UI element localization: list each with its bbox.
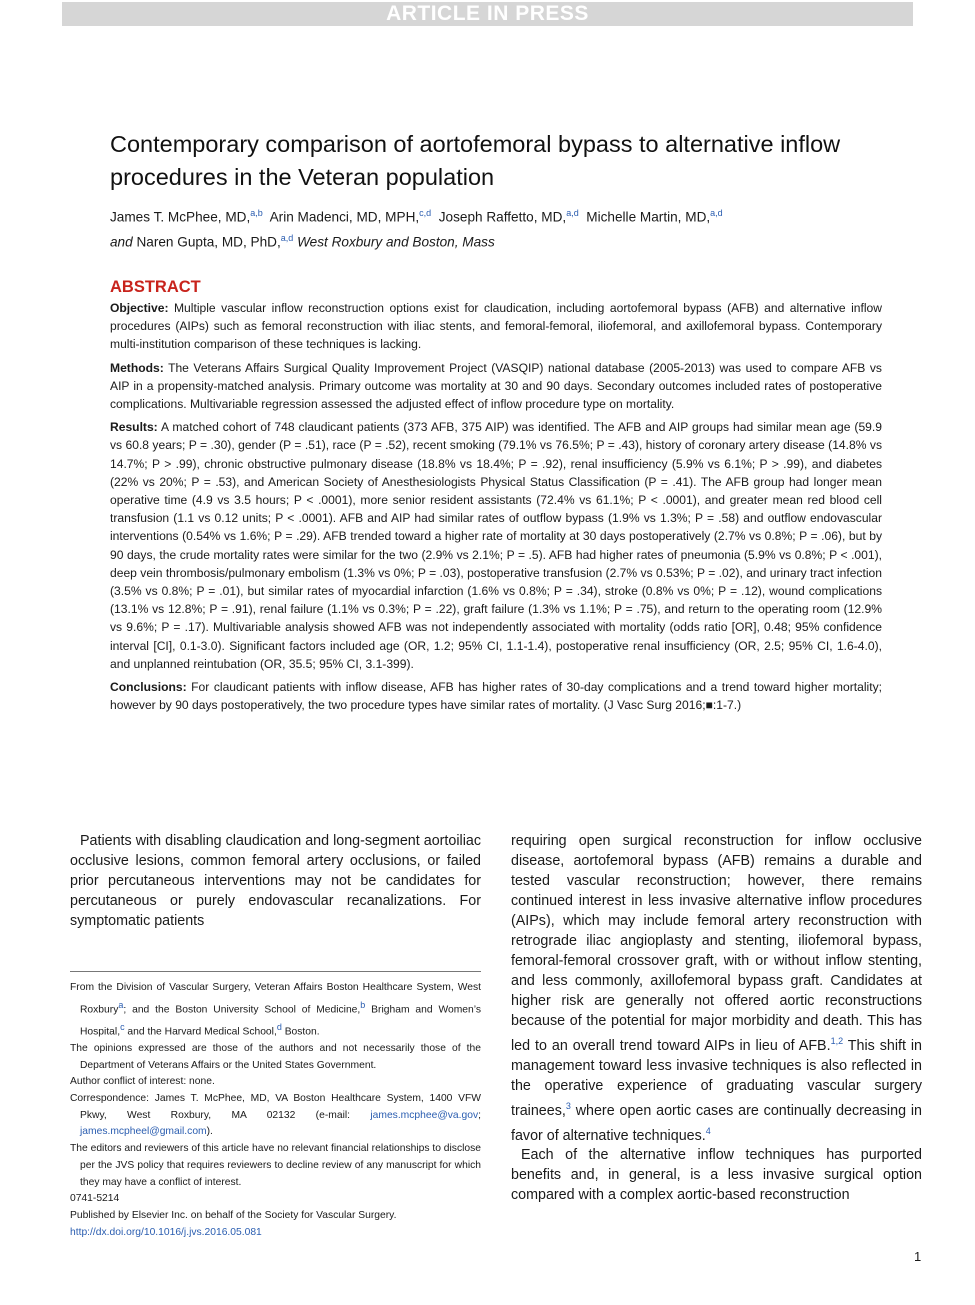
- author-name: James T. McPhee, MD,: [110, 209, 251, 225]
- author-name: Naren Gupta, MD, PhD,: [136, 234, 281, 250]
- footnote-correspondence: Correspondence: James T. McPhee, MD, VA Boston Healthcare System, 1400 VFW Pkwy, West Roxbury, MA 02132 (e-mail: james.mcphee@va.gov; james.mcpheel@gmail.com).: [70, 1093, 481, 1138]
- section-label: Results:: [110, 420, 158, 435]
- email-link[interactable]: james.mcphee@va.gov: [370, 1109, 479, 1121]
- affiliation-ref[interactable]: a,d: [710, 208, 723, 218]
- body-paragraph: Each of the alternative inflow techniques has purported benefits and, in general, is a less invasive surgical option compared with a complex aortic-based reconstruction: [511, 1147, 922, 1204]
- article-title: Contemporary comparison of aortofemoral bypass to alternative inflow procedures in the Veteran population: [110, 131, 841, 190]
- section-label: Objective:: [110, 301, 169, 315]
- affiliation-ref[interactable]: a,d: [280, 232, 294, 243]
- body-paragraph: requiring open surgical reconstruction for inflow occlusive disease, aortofemoral bypass (AFB) remains a durable and tested vascular reconstruction; however, there remains continued interest in less invasive alternative inflow procedures (AIPs), which may include femoral artery reconstruction with retrograde iliac angioplasty and stenting, iliofemoral bypass, femoral-femoral crossover graft, with or without inflow stenting, and less commonly, axillofemoral bypass graft. Candidates at higher risk are generally not offered aortic reconstructions because of the potential for major morbidity and death. This has led to an overall trend toward AIPs in lieu of AFB.$^{1,2}$ This shift in management toward less invasive techniques is also reflected in the operative experience of graduating vascular surgery trainees,$^3$ where open aortic cases are continually decreasing in favor of alternative techniques.$^4$: [511, 833, 922, 1144]
- footnote-publisher: Published by Elsevier Inc. on behalf of the Society for Vascular Surgery.: [70, 1209, 397, 1221]
- citation-ref[interactable]: 1,2: [830, 1036, 844, 1046]
- author-list: [110, 203, 890, 252]
- email-link[interactable]: james.mcpheel@gmail.com: [80, 1126, 207, 1138]
- citation-ref[interactable]: 3: [565, 1100, 571, 1111]
- footnote-affiliations: From the Division of Vascular Surgery, Veteran Affairs Boston Healthcare System, West Roxbury$^a$; and the Boston University School of Medicine,$^b$ Brigham and Women’s Hospital,$^c$ and the Harvard Medical School,$^d$ Boston.: [70, 982, 481, 1038]
- section-text: Multiple vascular inflow reconstruction options exist for claudication, including aortofemoral bypass (AFB) and alternative inflow procedures (AIPs) such as femoral reconstruction with iliac stents, and femoral-femoral, iliofemoral, and axillofemoral bypass. Contemporary multi-institution comparison of these techniques is lacking.: [110, 301, 882, 352]
- author-conjunction: and: [110, 234, 133, 250]
- section-text: A matched cohort of 748 claudicant patients (373 AFB, 375 AIP) was identified. The AFB and AIP groups had similar mean age (59.9 vs 60.8 years; P = .30), gender (P = .51), race (P = .52), recent smoking (79.1% vs 76.5%; P = .43), history of coronary artery disease (14.8% vs 14.7%; P > .99), chronic obstructive pulmonary disease (18.8% vs 18.4%; P = .92), renal insufficiency (5.9% vs 6.1%; P > .99), and diabetes (22% vs 20%; P = .53), and American Society of Anesthesiologists Physical Status Classification (P = .41). The AFB group had longer mean operative time (4.9 vs 3.5 hours; P < .0001), more senior resident assistants (72.4% vs 61.1%; P < .0001), and greater mean red blood cell transfusion (1.1 vs 0.12 units; P < .0001). AFB and AIP had similar rates of outflow bypass (1.9% vs 1.3%; P = .58) and outflow endovascular interventions (0.54% vs 1.6%; P = .29). AFB trended toward a higher rate of mortality at 30 days postoperatively (2.7% vs 0.8%; P = .06), but by 90 days, the crude mortality rates were similar for the two (2.9% vs 2.1%; P = .5). AFB had higher rates of pneumonia (5.9% vs 0.8%; P < .001), deep vein thrombosis/pulmonary embolism (1.3% vs 0%; P = .03), postoperative transfusion (2.7% vs 0.53%; P = .02), and urinary tract infection (3.5% vs 0.8%; P = .01), but similar rates of myocardial infarction (1.6% vs 0.8%; P = .34), stroke (0.8% vs 0%; P = .12), wound complications (13.1% vs 12.8%; P = .91), renal failure (1.1% vs 0.3%; P = .22), graft failure (1.3% vs 1.1%; P = .75), and return to the operating room (12.9% vs 9.6%; P = .17). Multivariable analysis showed AFB was not independently associated with mortality (odds ratio [OR], 0.48; 95% confidence interval [CI], 0.1-3.0). Significant factors included age (OR, 1.2; 95% CI, 1.1-1.4), postoperative renal insufficiency (OR, 2.5; 95% CI, 1.6-4.0), and unplanned reintubation (OR, 35.5; 95% CI, 3.1-399).: [110, 420, 882, 671]
- body-column-right: [511, 831, 922, 1205]
- footnote-opinions: The opinions expressed are those of the authors and not necessarily those of the Department of Veterans Affairs or the United States Government.: [70, 1042, 481, 1071]
- section-label: Methods:: [110, 360, 164, 375]
- affiliation-ref[interactable]: c,d: [419, 208, 432, 218]
- body-paragraph: Patients with disabling claudication and long-segment aortoiliac occlusive lesions, common femoral artery occlusions, or failed prior percutaneous interventions may not be candidates for percutaneous or purely endovascular recanalizations. For symptomatic patients: [70, 833, 481, 929]
- abstract-objective: [110, 299, 882, 354]
- author-name: Joseph Raffetto, MD,: [438, 209, 567, 225]
- author-name: Michelle Martin, MD,: [586, 209, 711, 225]
- footnotes: [70, 980, 481, 1241]
- abstract-methods: [110, 359, 882, 414]
- footnote-editors: The editors and reviewers of this article have no relevant financial relationships to disclose per the JVS policy that requires reviewers to decline review of any manuscript for which they may have a conflict of interest.: [70, 1143, 481, 1188]
- abstract-body: [110, 299, 882, 719]
- author-name: Arin Madenci, MD, MPH,: [269, 209, 420, 225]
- section-label: Conclusions:: [110, 680, 187, 695]
- footnote-divider: [70, 971, 481, 972]
- page-number: 1: [914, 1249, 922, 1264]
- abstract-conclusions: [110, 678, 882, 714]
- footnote-conflict: Author conflict of interest: none.: [70, 1076, 215, 1088]
- article-in-press-banner: ARTICLE IN PRESS: [62, 2, 913, 26]
- doi-link[interactable]: http://dx.doi.org/10.1016/j.jvs.2016.05.081: [70, 1226, 262, 1238]
- affiliation-ref[interactable]: a,b: [250, 208, 263, 218]
- section-text: The Veterans Affairs Surgical Quality Improvement Project (VASQIP) national database (2005-2013) was used to compare AFB vs AIP in a propensity-matched analysis. Primary outcome was mortality at 30 and 90 days. Secondary outcomes included rates of postoperative complications. Multivariable regression assessed the adjusted effect of inflow procedure type on mortality.: [110, 360, 882, 412]
- citation-ref[interactable]: 4: [705, 1125, 711, 1136]
- footnote-issn: 0741-5214: [70, 1193, 120, 1205]
- abstract-results: [110, 418, 882, 673]
- abstract-heading: ABSTRACT: [110, 278, 201, 296]
- author-location: West Roxbury and Boston, Mass: [297, 234, 495, 250]
- affiliation-ref[interactable]: a,d: [566, 208, 579, 218]
- section-text: For claudicant patients with inflow disease, AFB has higher rates of 30-day complications and a trend toward higher mortality; however by 90 days postoperatively, the two procedure types have similar rates of mortality. (J Vasc Surg 2016;■:1-7.): [110, 680, 882, 713]
- body-column-left: [70, 831, 481, 931]
